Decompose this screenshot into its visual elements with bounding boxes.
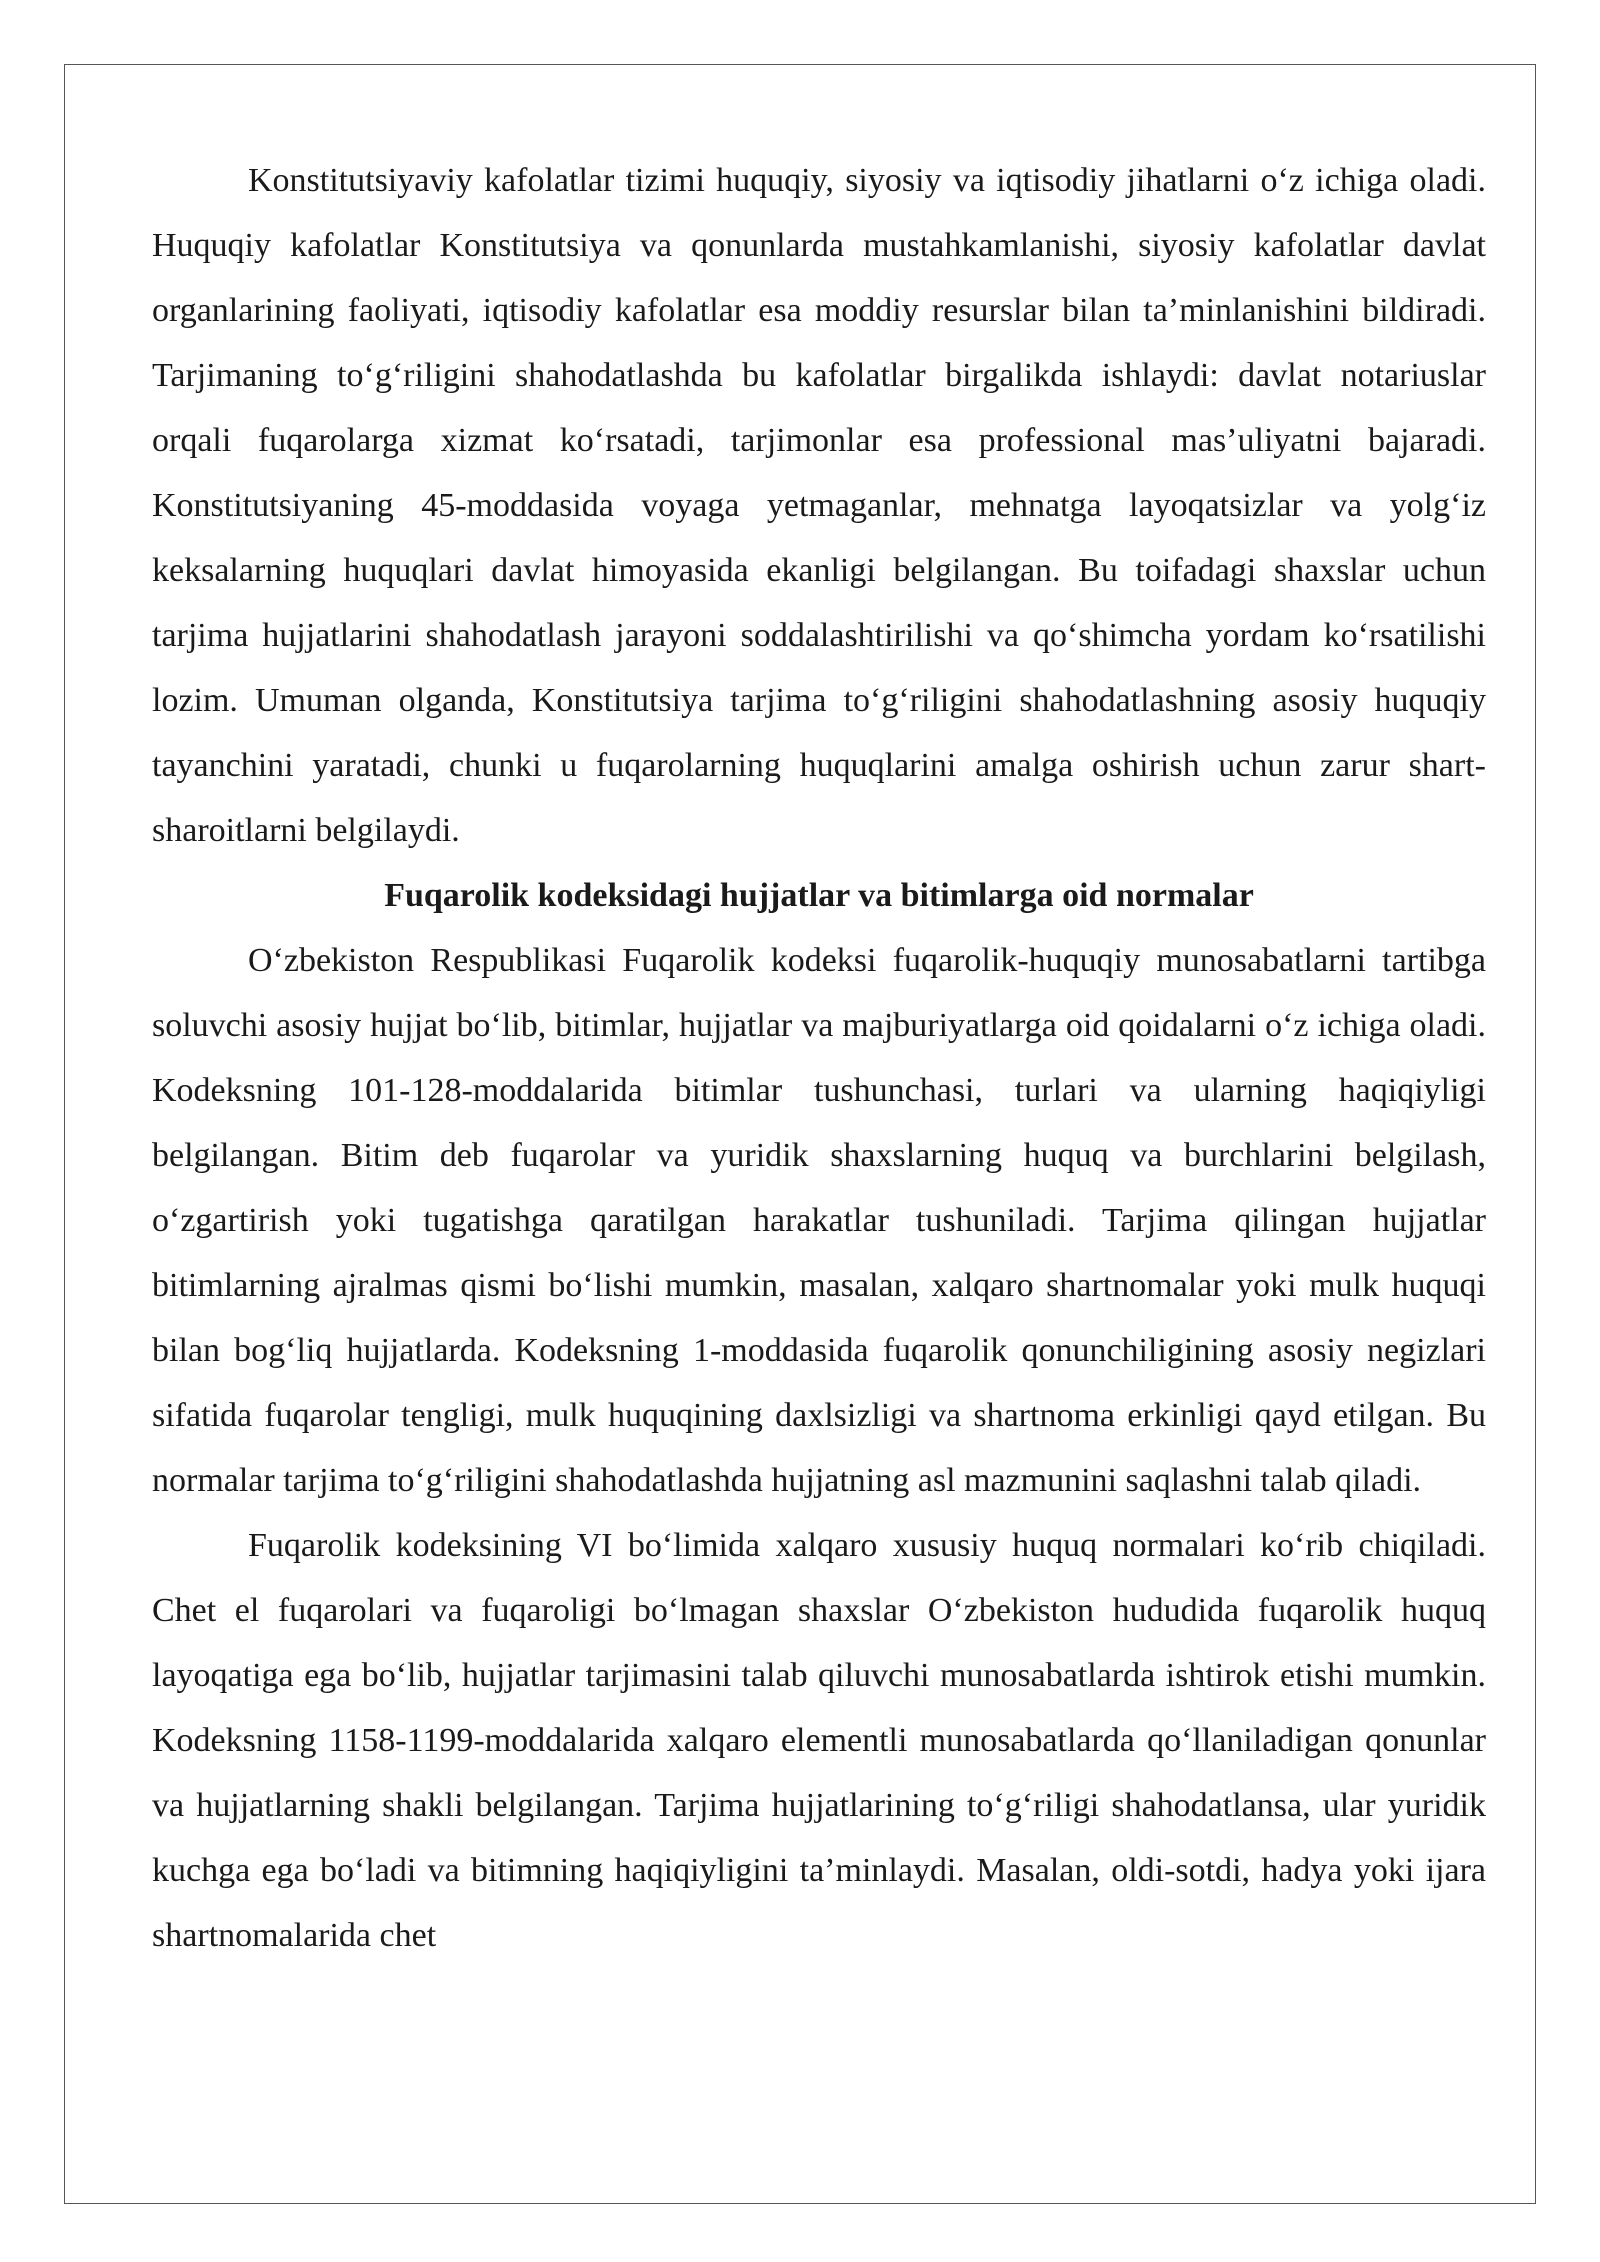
document-body (152, 148, 1486, 1968)
paragraph-private-international-law: Fuqarolik kodeksining VI bo‘limida xalqaro xususiy huquq normalari ko‘rib chiqiladi. Chet el fuqarolari va fuqaroligi bo‘lmagan shaxslar O‘zbekiston hududida fuqarolik huquq layoqatiga ega bo‘lib, hujjatlar tarjimasini talab qiluvchi munosabatlarda ishtirok etishi mumkin. Kodeksning 1158-1199-moddalarida xalqaro elementli munosabatlarda qo‘llaniladigan qonunlar va hujjatlarning shakli belgilangan. Tarjima hujjatlarining to‘g‘riligi shahodatlansa, ular yuridik kuchga ega bo‘ladi va bitimning haqiqiyligini ta’minlaydi. Masalan, oldi-sotdi, hadya yoki ijara shartnomalarida chet (152, 1527, 1486, 1954)
paragraph-civil-code: O‘zbekiston Respublikasi Fuqarolik kodeksi fuqarolik-huquqiy munosabatlarni tartibga soluvchi asosiy hujjat bo‘lib, bitimlar, hujjatlar va majburiyatlarga oid qoidalarni o‘z ichiga oladi. Kodeksning 101-128-moddalarida bitimlar tushunchasi, turlari va ularning haqiqiyligi belgilangan. Bitim deb fuqarolar va yuridik shaxslarning huquq va burchlarini belgilash, o‘zgartirish yoki tugatishga qaratilgan harakatlar tushuniladi. Tarjima qilingan hujjatlar bitimlarning ajralmas qismi bo‘lishi mumkin, masalan, xalqaro shartnomalar yoki mulk huquqi bilan bog‘liq hujjatlarda. Kodeksning 1-moddasida fuqarolik qonunchiligining asosiy negizlari sifatida fuqarolar tengligi, mulk huquqining daxlsizligi va shartnoma erkinligi qayd etilgan. Bu normalar tarjima to‘g‘riligini shahodatlashda hujjatning asl mazmunini saqlashni talab qiladi. (152, 942, 1486, 1499)
section-heading: Fuqarolik kodeksidagi hujjatlar va bitimlarga oid normalar (384, 877, 1254, 914)
paragraph-constitutional-guarantees: Konstitutsiyaviy kafolatlar tizimi huquqiy, siyosiy va iqtisodiy jihatlarni o‘z ichiga oladi. Huquqiy kafolatlar Konstitutsiya va qonunlarda mustahkamlanishi, siyosiy kafolatlar davlat organlarining faoliyati, iqtisodiy kafolatlar esa moddiy resurslar bilan ta’minlanishini bildiradi. Tarjimaning to‘g‘riligini shahodatlashda bu kafolatlar birgalikda ishlaydi: davlat notariuslar orqali fuqarolarga xizmat ko‘rsatadi, tarjimonlar esa professional mas’uliyatni bajaradi. Konstitutsiyaning 45-moddasida voyaga yetmaganlar, mehnatga layoqatsizlar va yolg‘iz keksalarning huquqlari davlat himoyasida ekanligi belgilangan. Bu toifadagi shaxslar uchun tarjima hujjatlarini shahodatlash jarayoni soddalashtirilishi va qo‘shimcha yordam ko‘rsatilishi lozim. Umuman olganda, Konstitutsiya tarjima to‘g‘riligini shahodatlashning asosiy huquqiy tayanchini yaratadi, chunki u fuqarolarning huquqlarini amalga oshirish uchun zarur shart-sharoitlarni belgilaydi. (152, 162, 1486, 849)
